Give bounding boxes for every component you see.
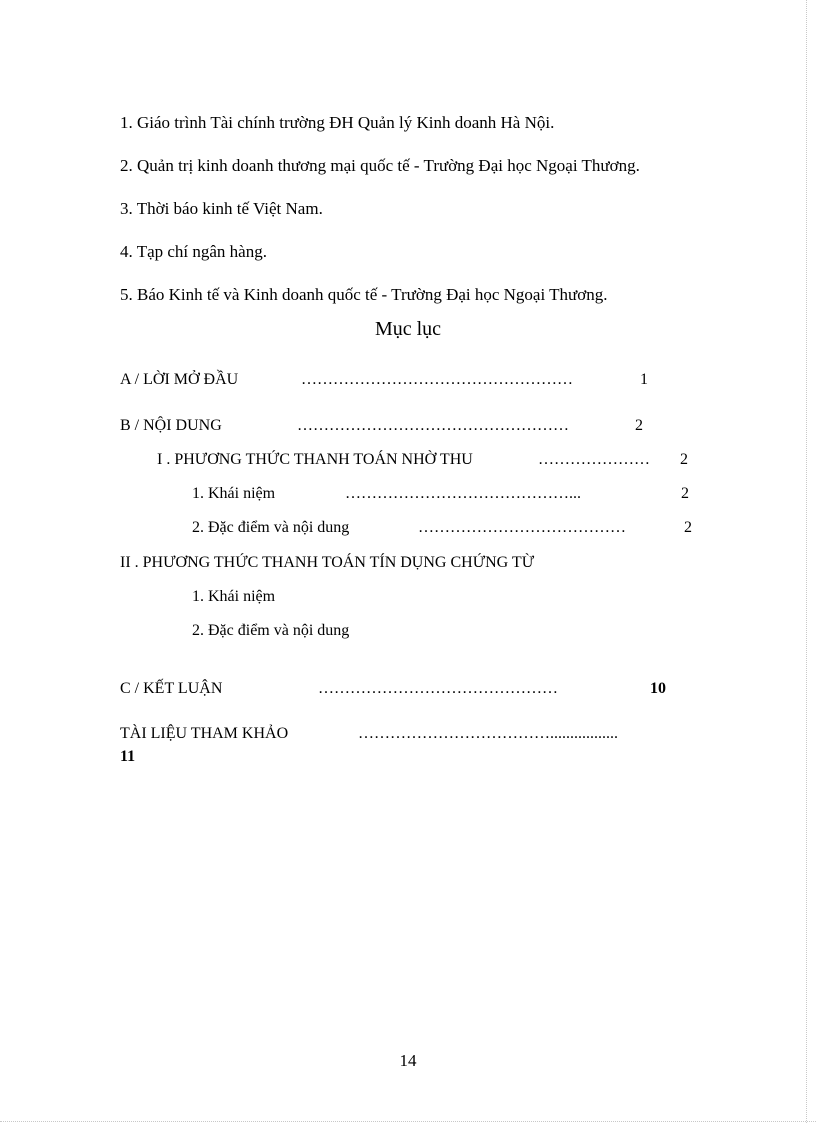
toc-entry-dots: …………………………………………… — [301, 371, 573, 388]
toc-entry-label: 2. Đặc điểm và nội dung — [192, 622, 350, 639]
toc-entry-page: 2 — [681, 485, 689, 502]
reference-item: 2. Quản trị kinh doanh thương mại quốc tế - Trường Đại học Ngoại Thương. — [120, 156, 640, 175]
toc-entry-page: 1 — [640, 371, 648, 388]
toc-entry-dots: ………………… — [538, 451, 650, 468]
toc-entry-label: A / LỜI MỞ ĐẦU — [120, 371, 239, 388]
toc-entry-label: II . PHƯƠNG THỨC THANH TOÁN TÍN DỤNG CHỨNG TỪ — [120, 554, 535, 571]
toc-entry-dots: ………………………………… — [418, 519, 626, 536]
toc-entry-dots: …………………………………………… — [297, 417, 569, 434]
toc-entry-label: 2. Đặc điểm và nội dung — [192, 519, 350, 536]
toc-entry-label: C / KẾT LUẬN — [120, 680, 223, 697]
toc-entry-label: I . PHƯƠNG THỨC THANH TOÁN NHỜ THU — [157, 451, 473, 468]
toc-entry-page: 10 — [650, 680, 666, 697]
toc-entry-label: 1. Khái niệm — [192, 588, 276, 605]
reference-item: 4. Tạp chí ngân hàng. — [120, 242, 267, 261]
reference-item: 3. Thời báo kinh tế Việt Nam. — [120, 199, 323, 218]
reference-item: 5. Báo Kinh tế và Kinh doanh quốc tế - Trường Đại học Ngoại Thương. — [120, 285, 608, 304]
page-border-bottom — [0, 1121, 816, 1122]
page-number: 14 — [399, 1051, 417, 1070]
toc-title: Mục lục — [374, 318, 442, 340]
page-border-right — [806, 0, 807, 1123]
toc-entry-label: B / NỘI DUNG — [120, 417, 222, 434]
toc-entry-page: 2 — [680, 451, 688, 468]
toc-entry-page: 11 — [120, 748, 136, 765]
toc-entry-label: 1. Khái niệm — [192, 485, 276, 502]
toc-entry-label: TÀI LIỆU THAM KHẢO — [120, 725, 289, 742]
toc-entry-dots: ………………………………................. — [358, 725, 618, 742]
toc-entry-page: 2 — [635, 417, 643, 434]
toc-entry-page: 2 — [684, 519, 692, 536]
toc-entry-dots: ……………………………………… — [318, 680, 558, 697]
reference-item: 1. Giáo trình Tài chính trường ĐH Quản lý Kinh doanh Hà Nội. — [120, 113, 555, 132]
toc-entry-dots: ……………………………………... — [345, 485, 581, 502]
